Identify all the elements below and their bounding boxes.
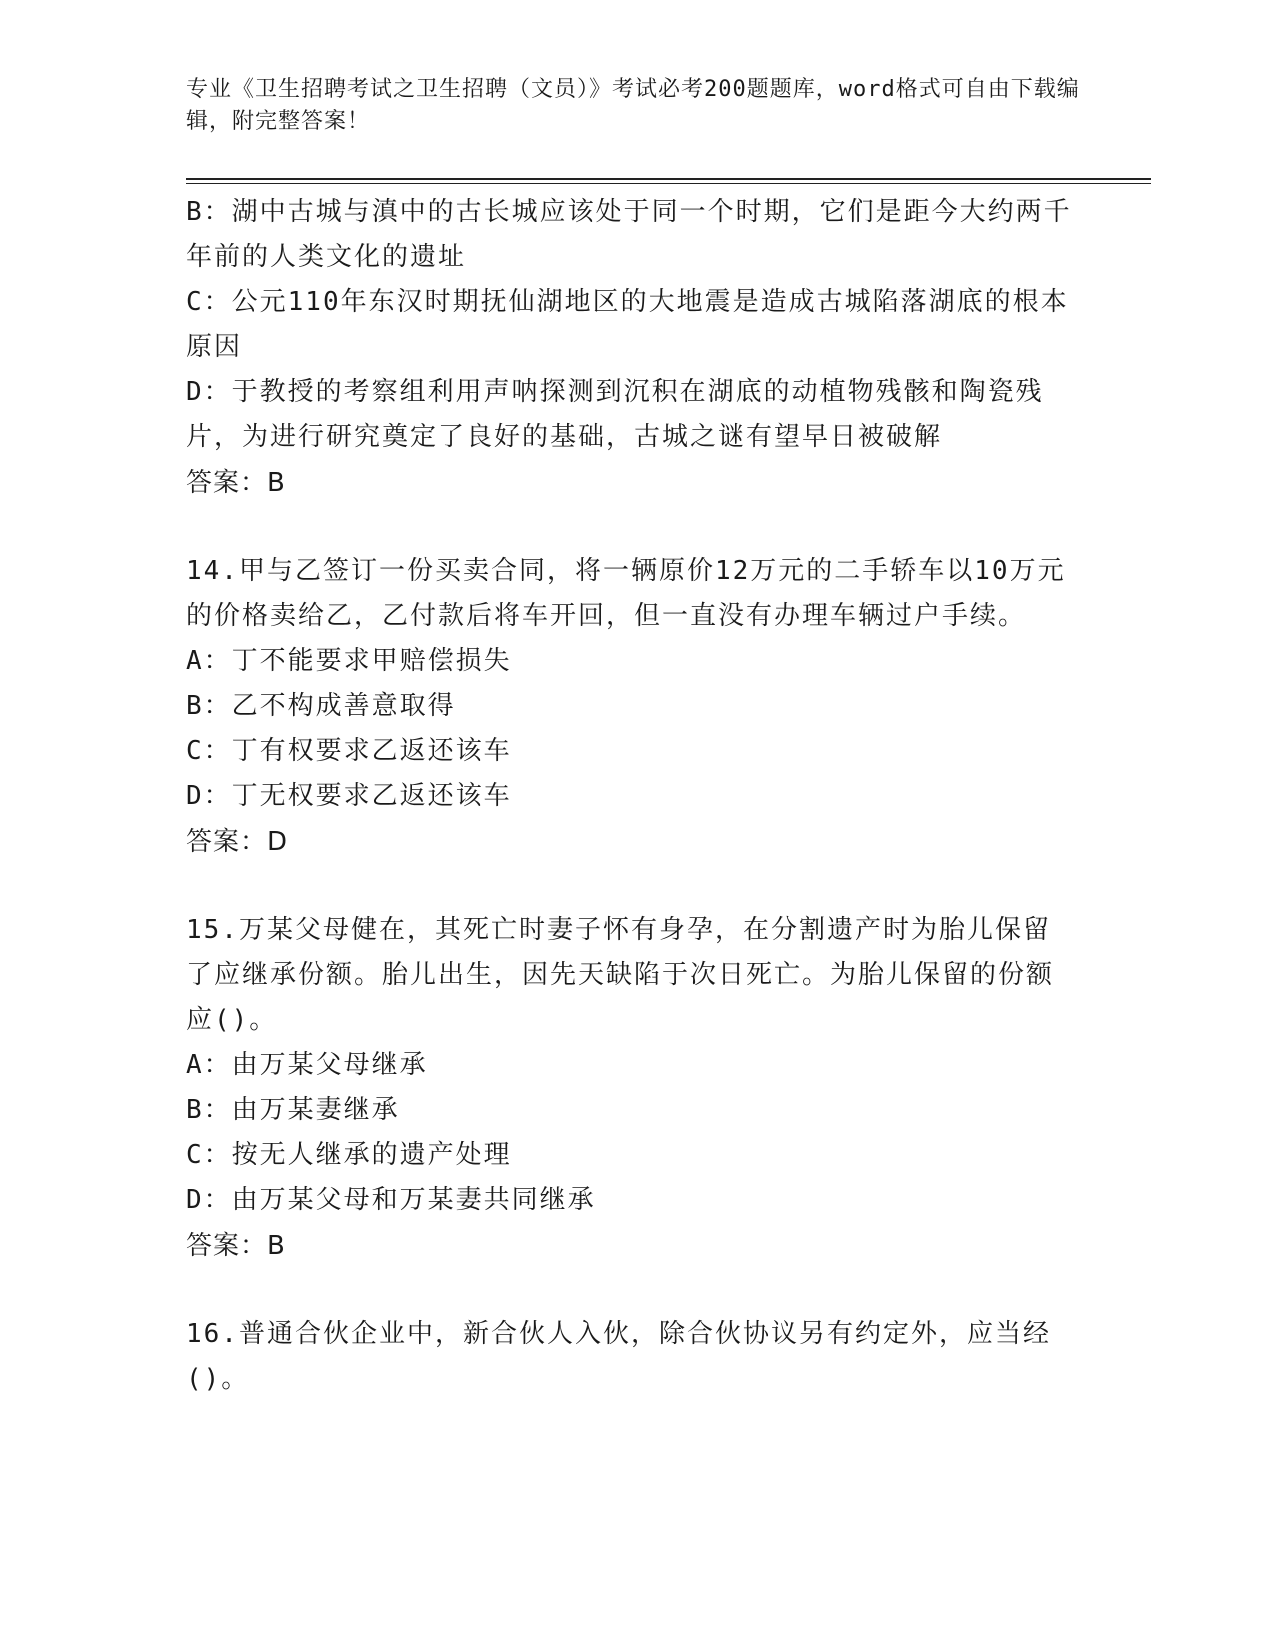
question-stem: 16.普通合伙企业中，新合伙人入伙，除合伙协议另有约定外，应当经()。 xyxy=(186,1319,1051,1394)
option-c: C：丁有权要求乙返还该车 xyxy=(186,736,512,766)
answer-line: 答案：B xyxy=(186,468,286,498)
option-b: B：由万某妻继承 xyxy=(186,1095,400,1125)
option-d: D：丁无权要求乙返还该车 xyxy=(186,781,512,811)
option-d: D：于教授的考察组利用声呐探测到沉积在湖底的动植物残骸和陶瓷残片，为进行研究奠定了良好的基础，古城之谜有望早日被破解 xyxy=(186,377,1044,452)
option-c: C：公元110年东汉时期抚仙湖地区的大地震是造成古城陷落湖底的根本原因 xyxy=(186,287,1069,362)
option-a: A：丁不能要求甲赔偿损失 xyxy=(186,646,512,676)
header-rule-thin xyxy=(186,183,1151,184)
question-stem: 15.万某父母健在，其死亡时妻子怀有身孕，在分割遗产时为胎儿保留了应继承份额。胎儿出生，因先天缺陷于次日死亡。为胎儿保留的份额应()。 xyxy=(186,915,1055,1035)
option-c: C：按无人继承的遗产处理 xyxy=(186,1140,512,1170)
question-stem: 14.甲与乙签订一份买卖合同，将一辆原价12万元的二手轿车以10万元的价格卖给乙，乙付款后将车开回，但一直没有办理车辆过户手续。 xyxy=(186,556,1066,631)
option-a: A：由万某父母继承 xyxy=(186,1050,428,1080)
option-d: D：由万某父母和万某妻共同继承 xyxy=(186,1185,596,1215)
document-header: 专业《卫生招聘考试之卫生招聘（文员）》考试必考200题题库，word格式可自由下载编辑，附完整答案！ xyxy=(186,77,1080,134)
answer-line: 答案：D xyxy=(186,827,289,857)
document-body xyxy=(186,190,1076,1402)
answer-line: 答案：B xyxy=(186,1231,286,1261)
option-b: B：乙不构成善意取得 xyxy=(186,691,456,721)
header-rule-thick xyxy=(186,178,1151,180)
option-b: B：湖中古城与滇中的古长城应该处于同一个时期，它们是距今大约两千年前的人类文化的遗址 xyxy=(186,197,1072,272)
